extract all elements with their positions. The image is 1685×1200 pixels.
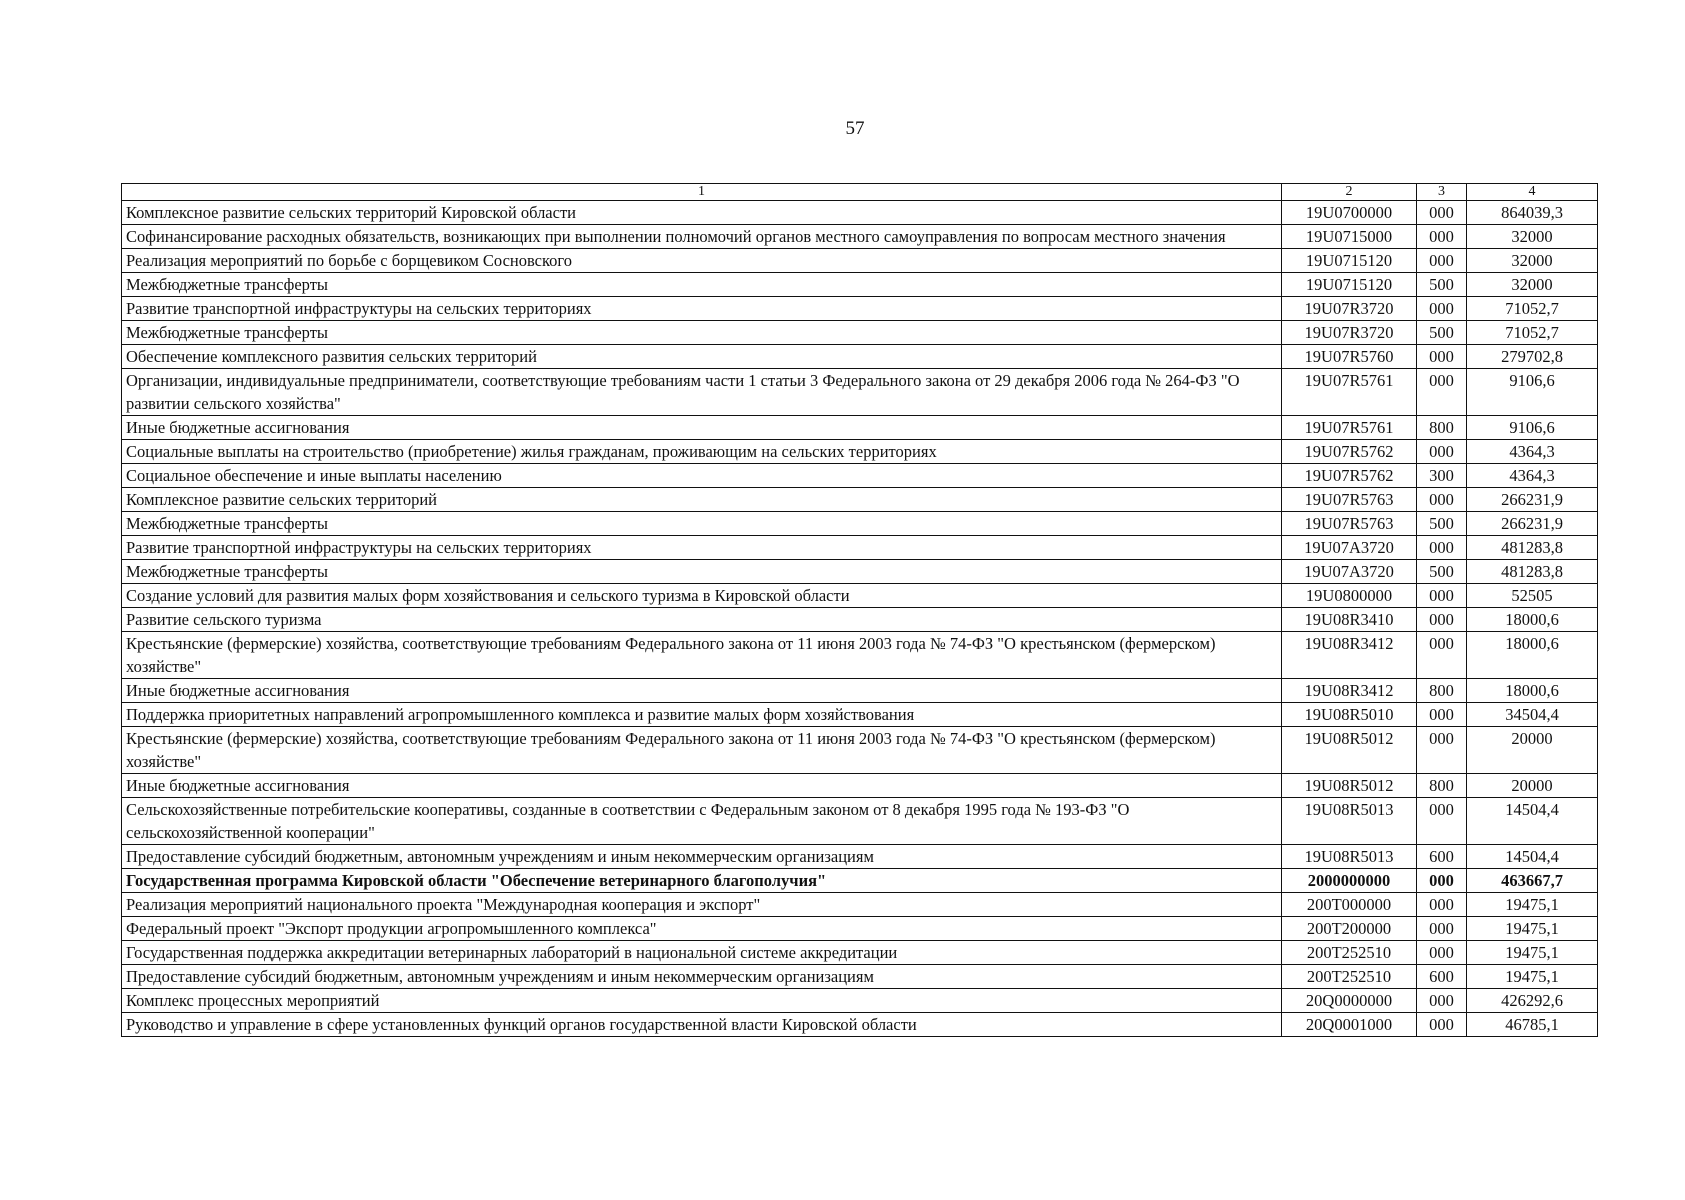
sum-cell: 32000 xyxy=(1467,249,1598,273)
kind-cell: 000 xyxy=(1417,440,1467,464)
sum-cell: 14504,4 xyxy=(1467,798,1598,845)
code-cell: 200T000000 xyxy=(1282,893,1417,917)
page-number: 57 xyxy=(845,118,865,139)
sum-cell: 14504,4 xyxy=(1467,845,1598,869)
table-row xyxy=(122,464,1598,488)
table-row xyxy=(122,369,1598,416)
kind-cell: 000 xyxy=(1417,941,1467,965)
table-row xyxy=(122,225,1598,249)
code-cell: 19U07R3720 xyxy=(1282,321,1417,345)
sum-cell: 19475,1 xyxy=(1467,893,1598,917)
table-row xyxy=(122,869,1598,893)
name-cell: Реализация мероприятий по борьбе с борщевиком Сосновского xyxy=(122,249,1282,273)
kind-cell: 000 xyxy=(1417,917,1467,941)
kind-cell: 500 xyxy=(1417,560,1467,584)
code-cell: 200T252510 xyxy=(1282,941,1417,965)
kind-cell: 000 xyxy=(1417,488,1467,512)
table-row xyxy=(122,703,1598,727)
table-row xyxy=(122,536,1598,560)
sum-cell: 18000,6 xyxy=(1467,608,1598,632)
header-col-3: 3 xyxy=(1417,184,1467,201)
kind-cell: 600 xyxy=(1417,845,1467,869)
kind-cell: 300 xyxy=(1417,464,1467,488)
sum-cell: 279702,8 xyxy=(1467,345,1598,369)
code-cell: 19U07R5762 xyxy=(1282,440,1417,464)
name-cell: Крестьянские (фермерские) хозяйства, соответствующие требованиям Федерального закона от 11 июня 2003 года № 74-ФЗ "О крестьянском (фермерском) хозяйстве" xyxy=(122,632,1282,679)
code-cell: 19U08R3412 xyxy=(1282,679,1417,703)
code-cell: 19U07R5760 xyxy=(1282,345,1417,369)
table-row xyxy=(122,774,1598,798)
kind-cell: 000 xyxy=(1417,249,1467,273)
name-cell: Софинансирование расходных обязательств, возникающих при выполнении полномочий органов местного самоуправления по вопросам местного значения xyxy=(122,225,1282,249)
kind-cell: 800 xyxy=(1417,774,1467,798)
name-cell: Межбюджетные трансферты xyxy=(122,512,1282,536)
name-cell: Иные бюджетные ассигнования xyxy=(122,774,1282,798)
code-cell: 19U08R3410 xyxy=(1282,608,1417,632)
code-cell: 19U0800000 xyxy=(1282,584,1417,608)
name-cell: Иные бюджетные ассигнования xyxy=(122,416,1282,440)
name-cell: Федеральный проект "Экспорт продукции агропромышленного комплекса" xyxy=(122,917,1282,941)
name-cell: Поддержка приоритетных направлений агропромышленного комплекса и развитие малых форм хозяйствования xyxy=(122,703,1282,727)
kind-cell: 000 xyxy=(1417,632,1467,679)
header-col-4: 4 xyxy=(1467,184,1598,201)
header-col-2: 2 xyxy=(1282,184,1417,201)
kind-cell: 000 xyxy=(1417,798,1467,845)
table-row xyxy=(122,917,1598,941)
table-row xyxy=(122,512,1598,536)
sum-cell: 18000,6 xyxy=(1467,679,1598,703)
code-cell: 19U07R3720 xyxy=(1282,297,1417,321)
name-cell: Создание условий для развития малых форм хозяйствования и сельского туризма в Кировской области xyxy=(122,584,1282,608)
kind-cell: 500 xyxy=(1417,512,1467,536)
name-cell: Социальное обеспечение и иные выплаты населению xyxy=(122,464,1282,488)
kind-cell: 000 xyxy=(1417,345,1467,369)
code-cell: 20Q0000000 xyxy=(1282,989,1417,1013)
name-cell: Развитие сельского туризма xyxy=(122,608,1282,632)
name-cell: Государственная поддержка аккредитации ветеринарных лабораторий в национальной системе аккредитации xyxy=(122,941,1282,965)
table-row xyxy=(122,321,1598,345)
kind-cell: 000 xyxy=(1417,893,1467,917)
kind-cell: 000 xyxy=(1417,727,1467,774)
sum-cell: 71052,7 xyxy=(1467,321,1598,345)
kind-cell: 000 xyxy=(1417,1013,1467,1037)
name-cell: Межбюджетные трансферты xyxy=(122,321,1282,345)
sum-cell: 71052,7 xyxy=(1467,297,1598,321)
name-cell: Предоставление субсидий бюджетным, автономным учреждениям и иным некоммерческим организациям xyxy=(122,965,1282,989)
sum-cell: 19475,1 xyxy=(1467,965,1598,989)
kind-cell: 000 xyxy=(1417,608,1467,632)
table-row xyxy=(122,679,1598,703)
sum-cell: 864039,3 xyxy=(1467,201,1598,225)
sum-cell: 19475,1 xyxy=(1467,941,1598,965)
code-cell: 19U08R5013 xyxy=(1282,845,1417,869)
table-row xyxy=(122,893,1598,917)
name-cell: Предоставление субсидий бюджетным, автономным учреждениям и иным некоммерческим организациям xyxy=(122,845,1282,869)
name-cell: Государственная программа Кировской области "Обеспечение ветеринарного благополучия" xyxy=(122,869,1282,893)
table-row xyxy=(122,727,1598,774)
name-cell: Обеспечение комплексного развития сельских территорий xyxy=(122,345,1282,369)
table-row xyxy=(122,201,1598,225)
table-row xyxy=(122,345,1598,369)
kind-cell: 800 xyxy=(1417,416,1467,440)
kind-cell: 000 xyxy=(1417,225,1467,249)
table-row xyxy=(122,488,1598,512)
sum-cell: 426292,6 xyxy=(1467,989,1598,1013)
code-cell: 19U07R5762 xyxy=(1282,464,1417,488)
kind-cell: 000 xyxy=(1417,201,1467,225)
code-cell: 19U07R5763 xyxy=(1282,488,1417,512)
code-cell: 19U08R5012 xyxy=(1282,727,1417,774)
code-cell: 200T252510 xyxy=(1282,965,1417,989)
sum-cell: 19475,1 xyxy=(1467,917,1598,941)
sum-cell: 18000,6 xyxy=(1467,632,1598,679)
sum-cell: 46785,1 xyxy=(1467,1013,1598,1037)
table-row xyxy=(122,632,1598,679)
code-cell: 20Q0001000 xyxy=(1282,1013,1417,1037)
name-cell: Сельскохозяйственные потребительские кооперативы, созданные в соответствии с Федеральным законом от 8 декабря 1995 года № 193-ФЗ "О сельскохозяйственной кооперации" xyxy=(122,798,1282,845)
name-cell: Комплекс процессных мероприятий xyxy=(122,989,1282,1013)
sum-cell: 34504,4 xyxy=(1467,703,1598,727)
kind-cell: 000 xyxy=(1417,297,1467,321)
sum-cell: 32000 xyxy=(1467,273,1598,297)
table-row xyxy=(122,965,1598,989)
name-cell: Межбюджетные трансферты xyxy=(122,560,1282,584)
kind-cell: 000 xyxy=(1417,703,1467,727)
code-cell: 19U0715120 xyxy=(1282,249,1417,273)
table-row xyxy=(122,416,1598,440)
name-cell: Руководство и управление в сфере установленных функций органов государственной власти Кировской области xyxy=(122,1013,1282,1037)
code-cell: 19U08R3412 xyxy=(1282,632,1417,679)
sum-cell: 266231,9 xyxy=(1467,488,1598,512)
code-cell: 19U07A3720 xyxy=(1282,536,1417,560)
name-cell: Комплексное развитие сельских территорий Кировской области xyxy=(122,201,1282,225)
code-cell: 2000000000 xyxy=(1282,869,1417,893)
code-cell: 19U07R5761 xyxy=(1282,369,1417,416)
sum-cell: 481283,8 xyxy=(1467,560,1598,584)
code-cell: 19U07R5761 xyxy=(1282,416,1417,440)
name-cell: Реализация мероприятий национального проекта "Международная кооперация и экспорт" xyxy=(122,893,1282,917)
sum-cell: 266231,9 xyxy=(1467,512,1598,536)
name-cell: Крестьянские (фермерские) хозяйства, соответствующие требованиям Федерального закона от 11 июня 2003 года № 74-ФЗ "О крестьянском (фермерском) хозяйстве" xyxy=(122,727,1282,774)
sum-cell: 9106,6 xyxy=(1467,416,1598,440)
sum-cell: 20000 xyxy=(1467,727,1598,774)
name-cell: Социальные выплаты на строительство (приобретение) жилья гражданам, проживающим на сельских территориях xyxy=(122,440,1282,464)
table-row xyxy=(122,845,1598,869)
table-row xyxy=(122,273,1598,297)
table-row xyxy=(122,560,1598,584)
code-cell: 19U0715120 xyxy=(1282,273,1417,297)
sum-cell: 481283,8 xyxy=(1467,536,1598,560)
kind-cell: 000 xyxy=(1417,989,1467,1013)
header-col-1: 1 xyxy=(122,184,1282,201)
code-cell: 19U07A3720 xyxy=(1282,560,1417,584)
table-row xyxy=(122,989,1598,1013)
kind-cell: 000 xyxy=(1417,536,1467,560)
table-body xyxy=(122,201,1598,1037)
name-cell: Иные бюджетные ассигнования xyxy=(122,679,1282,703)
kind-cell: 500 xyxy=(1417,321,1467,345)
name-cell: Развитие транспортной инфраструктуры на сельских территориях xyxy=(122,536,1282,560)
table-row xyxy=(122,584,1598,608)
kind-cell: 600 xyxy=(1417,965,1467,989)
kind-cell: 000 xyxy=(1417,369,1467,416)
kind-cell: 800 xyxy=(1417,679,1467,703)
table-row xyxy=(122,608,1598,632)
sum-cell: 32000 xyxy=(1467,225,1598,249)
sum-cell: 20000 xyxy=(1467,774,1598,798)
sum-cell: 4364,3 xyxy=(1467,440,1598,464)
table-row xyxy=(122,798,1598,845)
sum-cell: 52505 xyxy=(1467,584,1598,608)
name-cell: Комплексное развитие сельских территорий xyxy=(122,488,1282,512)
table-row xyxy=(122,1013,1598,1037)
kind-cell: 000 xyxy=(1417,584,1467,608)
table-row xyxy=(122,941,1598,965)
code-cell: 19U07R5763 xyxy=(1282,512,1417,536)
budget-table xyxy=(121,183,1598,1037)
table-row xyxy=(122,249,1598,273)
kind-cell: 500 xyxy=(1417,273,1467,297)
header-row xyxy=(122,184,1598,201)
sum-cell: 4364,3 xyxy=(1467,464,1598,488)
code-cell: 200T200000 xyxy=(1282,917,1417,941)
sum-cell: 463667,7 xyxy=(1467,869,1598,893)
name-cell: Организации, индивидуальные предприниматели, соответствующие требованиям части 1 статьи 3 Федерального закона от 29 декабря 2006 года № 264-ФЗ "О развитии сельского хозяйства" xyxy=(122,369,1282,416)
code-cell: 19U08R5013 xyxy=(1282,798,1417,845)
sum-cell: 9106,6 xyxy=(1467,369,1598,416)
name-cell: Развитие транспортной инфраструктуры на сельских территориях xyxy=(122,297,1282,321)
code-cell: 19U08R5010 xyxy=(1282,703,1417,727)
table-row xyxy=(122,297,1598,321)
kind-cell: 000 xyxy=(1417,869,1467,893)
code-cell: 19U08R5012 xyxy=(1282,774,1417,798)
code-cell: 19U0715000 xyxy=(1282,225,1417,249)
name-cell: Межбюджетные трансферты xyxy=(122,273,1282,297)
code-cell: 19U0700000 xyxy=(1282,201,1417,225)
table-row xyxy=(122,440,1598,464)
